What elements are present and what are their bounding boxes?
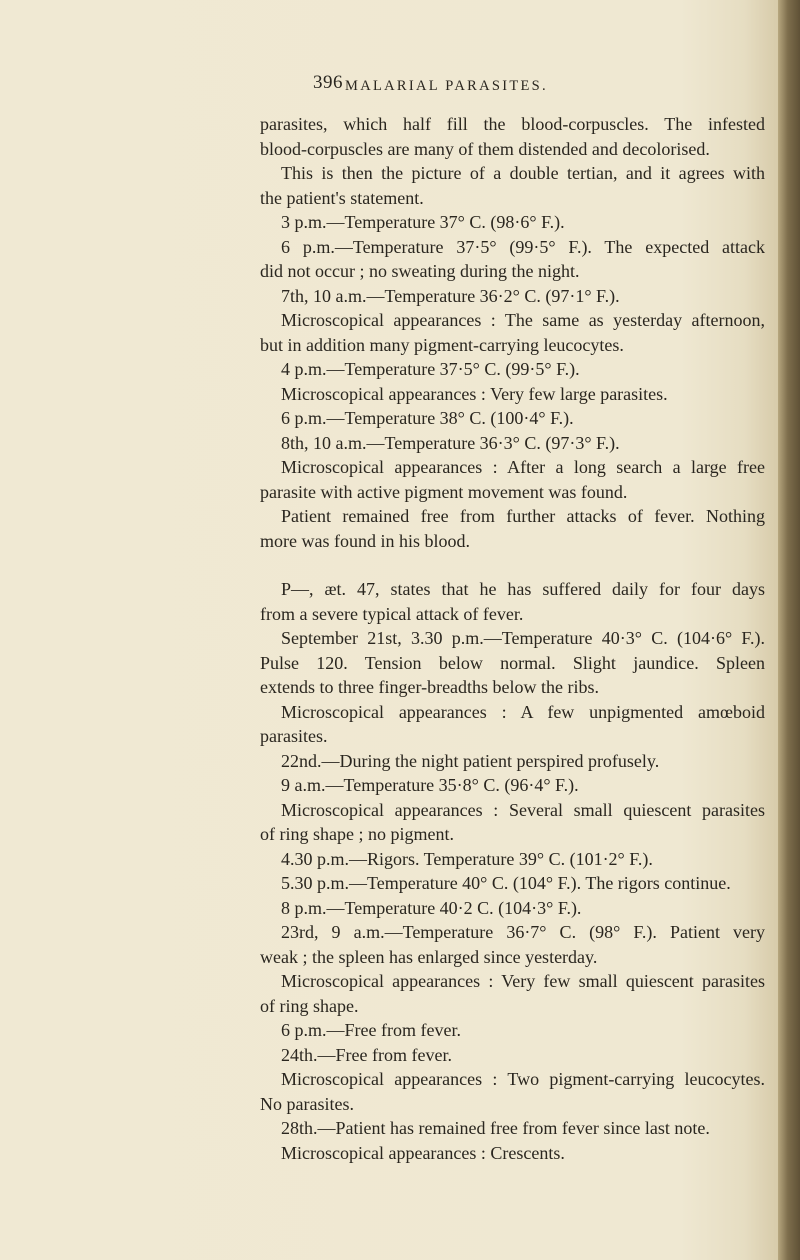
paragraph — [260, 235, 765, 284]
paragraph — [260, 1043, 765, 1068]
text-line: did not occur ; no sweating during the night. — [260, 261, 580, 281]
paragraph — [260, 871, 765, 896]
text-line: 28th.—Patient has remained free from fever since last note. — [281, 1118, 710, 1138]
text-line: 24th.—Free from fever. — [281, 1044, 452, 1065]
text-line: Microscopical appearances : After a long search a large free — [281, 457, 765, 477]
text-line: parasite with active pigment movement was found. — [260, 481, 628, 502]
text-line: Microscopical appearances : The same as yesterday afternoon, — [281, 310, 765, 330]
text-line: of ring shape. — [260, 995, 359, 1016]
text-line: more was found in his blood. — [260, 530, 470, 551]
paragraph — [260, 112, 765, 161]
text-line: 5.30 p.m.—Temperature 40° C. (104° F.). The rigors continue. — [281, 873, 731, 893]
paragraph — [260, 308, 765, 357]
text-line: 6 p.m.—Temperature 38° C. (100·4° F.). — [281, 408, 574, 428]
text-line: Microscopical appearances : Very few large parasites. — [281, 383, 668, 404]
paragraph — [260, 1067, 765, 1116]
body-text — [260, 112, 765, 1165]
paragraph-gap — [260, 553, 765, 577]
paragraph — [260, 896, 765, 921]
text-line: Microscopical appearances : Several small quiescent parasites — [281, 799, 765, 820]
text-line: 3 p.m.—Temperature 37° C. (98·6° F.). — [281, 212, 565, 232]
text-line: but in addition many pigment-carrying leucocytes. — [260, 334, 624, 355]
paragraph — [260, 798, 765, 847]
text-line: This is then the picture of a double tertian, and it agrees with — [281, 163, 765, 183]
text-line: Microscopical appearances : Very few small quiescent parasites — [281, 971, 765, 991]
paragraph — [260, 577, 765, 626]
paragraph — [260, 504, 765, 553]
page-edge-shadow — [778, 0, 800, 1260]
paragraph — [260, 357, 765, 382]
text-line: 6 p.m.—Temperature 37·5° (99·5° F.). The expected attack — [281, 236, 765, 257]
paragraph — [260, 406, 765, 431]
text-line: Microscopical appearances : A few unpigmented amœboid — [281, 701, 765, 722]
text-line: 23rd, 9 a.m.—Temperature 36·7° C. (98° F.). Patient very — [281, 922, 765, 942]
text-line: 9 a.m.—Temperature 35·8° C. (96·4° F.). — [281, 775, 579, 795]
text-line: No parasites. — [260, 1093, 354, 1114]
text-line: extends to three finger-breadths below the ribs. — [260, 677, 600, 697]
text-line: the patient's statement. — [260, 187, 424, 208]
paragraph — [260, 749, 765, 774]
page-number: 396 — [313, 72, 343, 93]
paragraph — [260, 210, 765, 235]
paragraph — [260, 920, 765, 969]
paragraph — [260, 1018, 765, 1043]
text-line: weak ; the spleen has enlarged since yesterday. — [260, 946, 598, 967]
text-line: 8 p.m.—Temperature 40·2 C. (104·3° F.). — [281, 897, 582, 918]
text-line: P—, æt. 47, states that he has suffered daily for four days — [281, 579, 765, 599]
text-line: 7th, 10 a.m.—Temperature 36·2° C. (97·1° F.). — [281, 285, 620, 306]
paragraph — [260, 626, 765, 700]
text-line: 8th, 10 a.m.—Temperature 36·3° C. (97·3° F.). — [281, 432, 620, 453]
paragraph — [260, 161, 765, 210]
text-line: parasites. — [260, 726, 328, 746]
paragraph — [260, 1141, 765, 1166]
paragraph — [260, 382, 765, 407]
paragraph — [260, 773, 765, 798]
text-line: 4 p.m.—Temperature 37·5° C. (99·5° F.). — [281, 359, 580, 379]
text-line: parasites, which half fill the blood-corpuscles. The infested — [260, 114, 765, 134]
running-head: MALARIAL PARASITES. — [345, 78, 548, 94]
text-line: from a severe typical attack of fever. — [260, 603, 524, 624]
text-line: September 21st, 3.30 p.m.—Temperature 40·3° C. (104·6° F.). — [281, 628, 765, 648]
paragraph — [260, 847, 765, 872]
paragraph — [260, 284, 765, 309]
paragraph — [260, 700, 765, 749]
paragraph — [260, 431, 765, 456]
text-line: 4.30 p.m.—Rigors. Temperature 39° C. (101·2° F.). — [281, 848, 653, 869]
paragraph — [260, 969, 765, 1018]
paragraph — [260, 1116, 765, 1141]
text-line: 22nd.—During the night patient perspired profusely. — [281, 750, 660, 771]
text-line: of ring shape ; no pigment. — [260, 824, 454, 844]
text-line: blood-corpuscles are many of them distended and decolorised. — [260, 138, 710, 159]
text-line: Microscopical appearances : Two pigment-carrying leucocytes. — [281, 1069, 765, 1089]
text-line: Microscopical appearances : Crescents. — [281, 1142, 565, 1163]
text-line: Patient remained free from further attacks of fever. Nothing — [281, 506, 765, 526]
text-line: Pulse 120. Tension below normal. Slight jaundice. Spleen — [260, 652, 765, 673]
paragraph — [260, 455, 765, 504]
text-line: 6 p.m.—Free from fever. — [281, 1020, 461, 1040]
page-header — [0, 72, 800, 102]
